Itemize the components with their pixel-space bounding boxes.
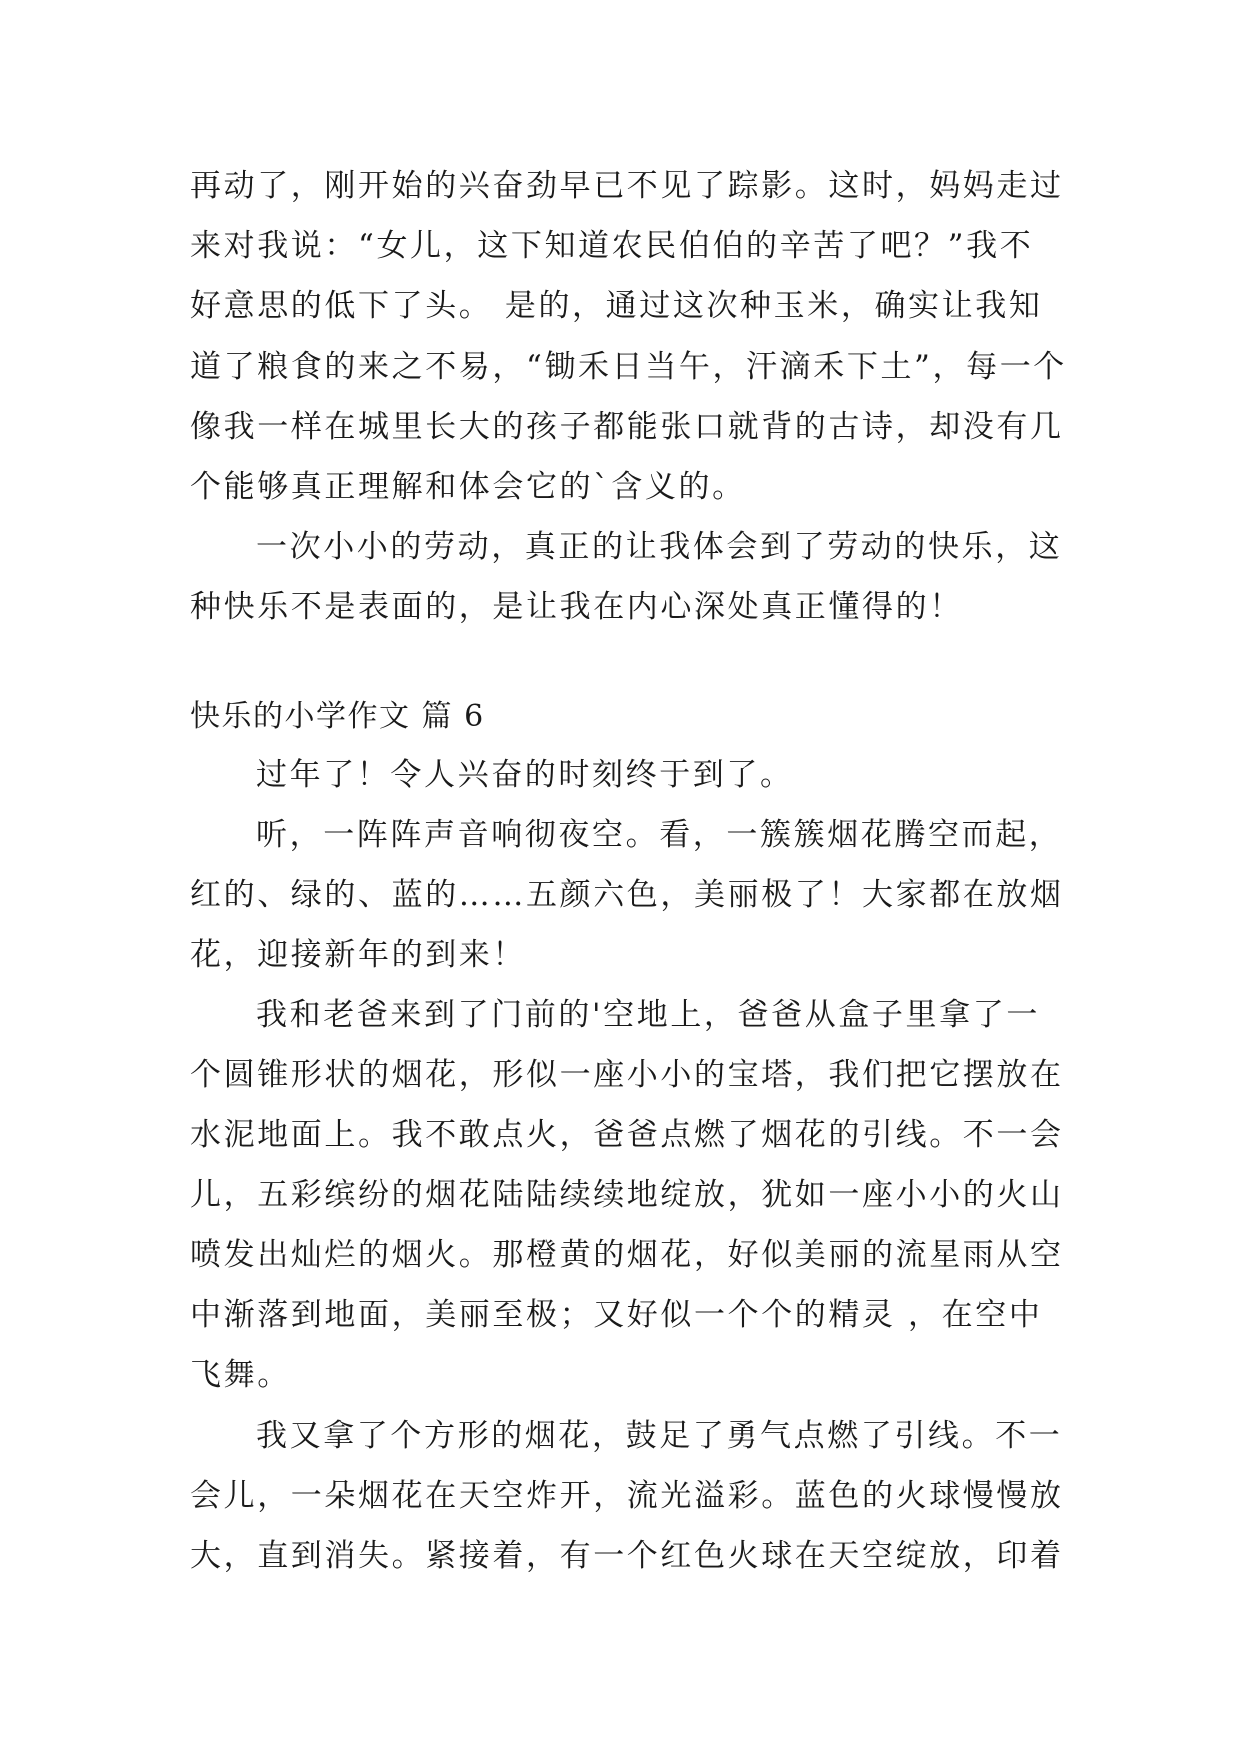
paragraph-line: 好意思的低下了头。 是的，通过这次种玉米，确实让我知	[190, 288, 1043, 324]
paragraph-line: 红的、绿的、蓝的……五颜六色，美丽极了！大家都在放烟	[190, 877, 1064, 913]
paragraph-line: 再动了，刚开始的兴奋劲早已不见了踪影。这时，妈妈走过	[190, 168, 1064, 204]
paragraph-line: 过年了！令人兴奋的时刻终于到了。	[256, 757, 794, 793]
section-heading: 快乐的小学作文 篇 6	[190, 699, 485, 734]
paragraph-line: 我和老爸来到了门前的'空地上，爸爸从盒子里拿了一	[256, 997, 1040, 1033]
paragraph-line: 花，迎接新年的到来！	[190, 937, 526, 973]
paragraph-line: 大，直到消失。紧接着，有一个红色火球在天空绽放，印着	[190, 1538, 1064, 1574]
paragraph-line: 儿，五彩缤纷的烟花陆陆续续地绽放，犹如一座小小的火山	[190, 1177, 1064, 1213]
paragraph-line: 一次小小的劳动，真正的让我体会到了劳动的快乐，这	[256, 529, 1063, 565]
paragraph-line: 像我一样在城里长大的孩子都能张口就背的古诗，却没有几	[190, 409, 1064, 445]
paragraph-line: 飞舞。	[190, 1357, 291, 1393]
paragraph-line: 喷发出灿烂的烟火。那橙黄的烟花，好似美丽的流星雨从空	[190, 1237, 1064, 1273]
paragraph-line: 听，一阵阵声音响彻夜空。看，一簇簇烟花腾空而起，	[256, 817, 1063, 853]
paragraph-line: 水泥地面上。我不敢点火，爸爸点燃了烟花的引线。不一会	[190, 1117, 1064, 1153]
paragraph-line: 中渐落到地面，美丽至极；又好似一个个的精灵 ，在空中	[190, 1297, 1043, 1333]
paragraph-line: 道了粮食的来之不易，“锄禾日当午，汗滴禾下土”，每一个	[190, 349, 1067, 385]
paragraph-line: 来对我说：“女儿，这下知道农民伯伯的辛苦了吧？”我不	[190, 228, 1034, 264]
paragraph-line: 种快乐不是表面的，是让我在内心深处真正懂得的！	[190, 589, 963, 625]
paragraph-line: 个圆锥形状的烟花，形似一座小小的宝塔，我们把它摆放在	[190, 1057, 1064, 1093]
paragraph-line: 个能够真正理解和体会它的`含义的。	[190, 469, 746, 505]
paragraph-line: 我又拿了个方形的烟花，鼓足了勇气点燃了引线。不一	[256, 1418, 1063, 1454]
paragraph-line: 会儿，一朵烟花在天空炸开，流光溢彩。蓝色的火球慢慢放	[190, 1478, 1064, 1514]
